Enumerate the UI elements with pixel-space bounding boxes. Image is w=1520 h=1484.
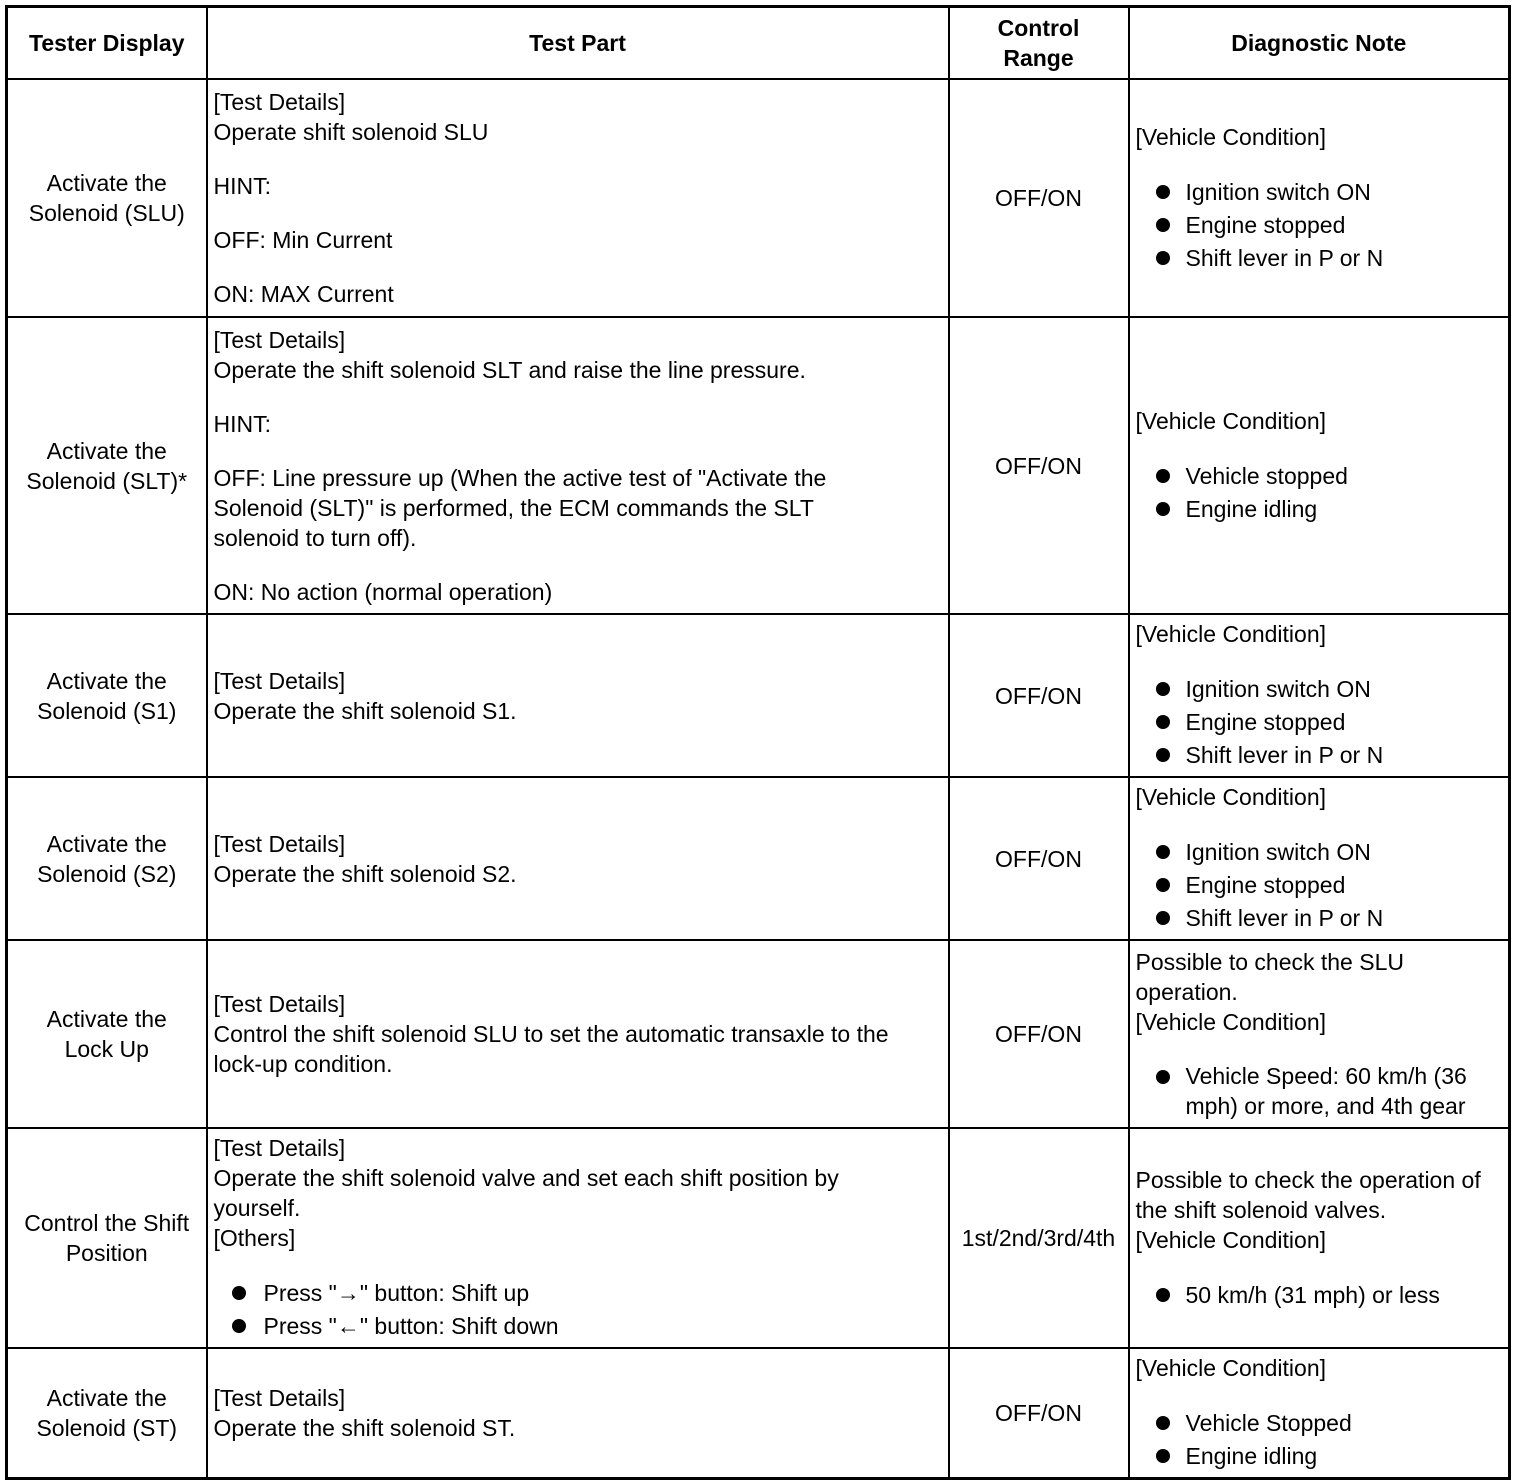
list-item: Shift lever in P or N: [1136, 902, 1503, 935]
list-item: Ignition switch ON: [1136, 673, 1503, 706]
condition-list: [1136, 1407, 1503, 1473]
test-details-heading: [Test Details]: [213, 326, 346, 353]
list-item: Engine stopped: [1136, 209, 1503, 242]
table-row: [7, 79, 1510, 317]
vehicle-condition-heading: [Vehicle Condition]: [1135, 621, 1327, 647]
vehicle-condition-heading: [Vehicle Condition]: [1135, 1226, 1327, 1253]
table-row: [7, 614, 1510, 777]
table-row: [7, 777, 1510, 940]
hint-on: ON: No action (normal operation): [213, 578, 553, 605]
hint-on: ON: MAX Current: [213, 281, 394, 307]
tester-display-cell: Activate the Solenoid (SLT)*: [7, 317, 207, 614]
control-range-cell: OFF/ON: [949, 777, 1129, 940]
list-item: Shift lever in P or N: [1136, 739, 1503, 772]
test-description: Control the shift solenoid SLU to set the automatic transaxle to the lock-up condition.: [213, 1021, 889, 1077]
tester-display-cell: Activate the Lock Up: [7, 940, 207, 1128]
vehicle-condition-heading: [Vehicle Condition]: [1135, 1009, 1327, 1035]
test-part-cell: [207, 614, 949, 777]
control-range-cell: OFF/ON: [949, 940, 1129, 1128]
table-row: [7, 1348, 1510, 1479]
list-item: Vehicle Stopped: [1136, 1407, 1503, 1440]
vehicle-condition-heading: [Vehicle Condition]: [1135, 784, 1327, 810]
hint-label: HINT:: [213, 173, 271, 199]
button-list: [214, 1277, 908, 1343]
condition-list: [1136, 460, 1503, 526]
diagnostic-note-cell: [1129, 317, 1510, 614]
header-test-part: Test Part: [207, 7, 949, 80]
table-row: [7, 317, 1510, 614]
list-item: Ignition switch ON: [1136, 836, 1503, 869]
condition-list: [1136, 1061, 1503, 1121]
list-item: Shift lever in P or N: [1136, 242, 1503, 275]
test-description: Operate the shift solenoid S1.: [213, 697, 517, 724]
list-item: Vehicle stopped: [1136, 460, 1503, 493]
diagnostic-note-cell: [1129, 777, 1510, 940]
test-part-cell: [207, 940, 949, 1128]
hint-label: HINT:: [213, 410, 271, 437]
diagnostic-note-cell: [1129, 614, 1510, 777]
condition-list: [1136, 176, 1503, 275]
test-description: Operate the shift solenoid SLT and raise the line pressure.: [213, 356, 806, 383]
test-details-heading: [Test Details]: [213, 830, 346, 857]
list-item: 50 km/h (31 mph) or less: [1136, 1279, 1503, 1312]
diagnostic-intro: Possible to check the operation of the shift solenoid valves.: [1135, 1166, 1481, 1223]
hint-off: OFF: Min Current: [213, 227, 393, 253]
test-part-cell: [207, 1128, 949, 1348]
active-test-table: [5, 5, 1511, 1480]
diagnostic-note-cell: [1129, 79, 1510, 317]
test-description: Operate the shift solenoid S2.: [213, 860, 517, 887]
list-item: Press "→" button: Shift up: [214, 1277, 908, 1310]
diagnostic-note-cell: [1129, 1348, 1510, 1479]
control-range-cell: OFF/ON: [949, 614, 1129, 777]
header-tester-display: Tester Display: [7, 7, 207, 80]
table-row: [7, 1128, 1510, 1348]
test-details-heading: [Test Details]: [213, 667, 346, 694]
test-part-cell: [207, 79, 949, 317]
test-description: Operate the shift solenoid valve and set each shift position by yourself.: [213, 1165, 839, 1221]
hint-off: OFF: Line pressure up (When the active test of "Activate the Solenoid (SLT)" is performed, the ECM commands the SLT solenoid to turn off).: [213, 464, 827, 551]
others-heading: [Others]: [213, 1225, 296, 1251]
table-row: [7, 940, 1510, 1128]
test-part-cell: [207, 317, 949, 614]
test-details-heading: [Test Details]: [213, 991, 346, 1017]
test-description: Operate shift solenoid SLU: [213, 119, 489, 145]
vehicle-condition-heading: [Vehicle Condition]: [1135, 1355, 1327, 1381]
tester-display-cell: Activate the Solenoid (S1): [7, 614, 207, 777]
condition-list: [1136, 673, 1503, 772]
tester-display-cell: Control the Shift Position: [7, 1128, 207, 1348]
condition-list: [1136, 836, 1503, 935]
vehicle-condition-heading: [Vehicle Condition]: [1135, 407, 1327, 434]
control-range-cell: OFF/ON: [949, 1348, 1129, 1479]
test-details-heading: [Test Details]: [213, 89, 346, 115]
list-item: Engine idling: [1136, 493, 1503, 526]
diagnostic-note-cell: [1129, 940, 1510, 1128]
list-item: Engine stopped: [1136, 706, 1503, 739]
control-range-cell: 1st/2nd/3rd/4th: [949, 1128, 1129, 1348]
test-part-cell: [207, 1348, 949, 1479]
test-description: Operate the shift solenoid ST.: [213, 1415, 516, 1441]
test-part-cell: [207, 777, 949, 940]
condition-list: [1136, 1279, 1503, 1312]
test-details-heading: [Test Details]: [213, 1385, 346, 1411]
header-control-range: Control Range: [949, 7, 1129, 80]
control-range-cell: OFF/ON: [949, 317, 1129, 614]
vehicle-condition-heading: [Vehicle Condition]: [1135, 123, 1327, 150]
test-details-heading: [Test Details]: [213, 1135, 346, 1161]
header-row: [7, 7, 1510, 80]
header-diagnostic-note: Diagnostic Note: [1129, 7, 1510, 80]
diagnostic-note-cell: [1129, 1128, 1510, 1348]
list-item: Engine idling: [1136, 1440, 1503, 1473]
tester-display-cell: Activate the Solenoid (S2): [7, 777, 207, 940]
list-item: Ignition switch ON: [1136, 176, 1503, 209]
list-item: Engine stopped: [1136, 869, 1503, 902]
list-item: Press "←" button: Shift down: [214, 1310, 908, 1343]
diagnostic-intro: Possible to check the SLU operation.: [1135, 949, 1404, 1005]
list-item: Vehicle Speed: 60 km/h (36 mph) or more, and 4th gear: [1136, 1061, 1503, 1121]
tester-display-cell: Activate the Solenoid (ST): [7, 1348, 207, 1479]
control-range-cell: OFF/ON: [949, 79, 1129, 317]
tester-display-cell: Activate the Solenoid (SLU): [7, 79, 207, 317]
